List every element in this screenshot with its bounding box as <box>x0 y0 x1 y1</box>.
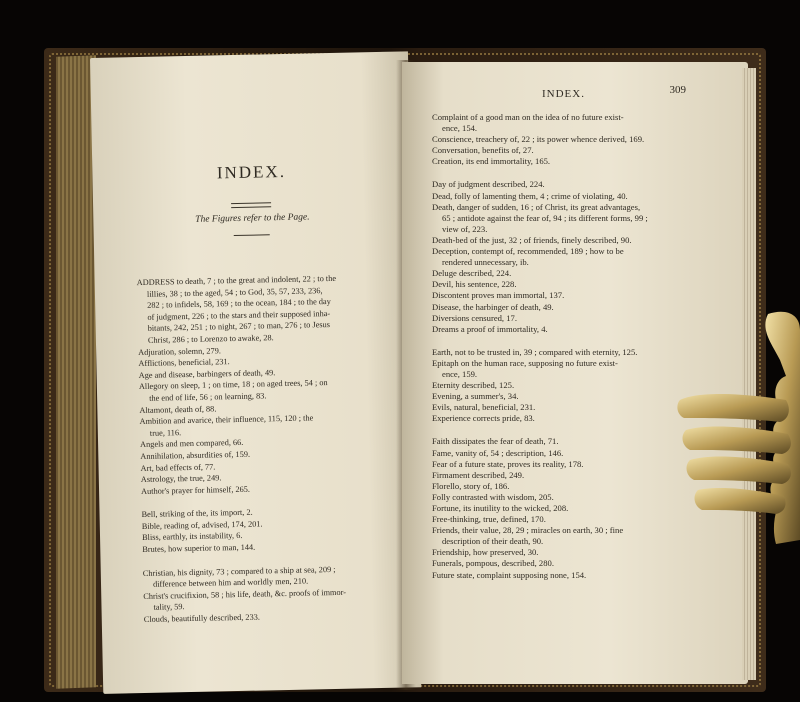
index-entry-line: Brutes, how superior to man, 144. <box>142 542 256 555</box>
left-index-entries <box>137 272 406 626</box>
index-entry-line: Future state, complaint supposing none, 154. <box>432 569 587 580</box>
index-entry-line: Fortune, its inutility to the wicked, 208. <box>432 503 569 513</box>
index-entry-line: difference between him and worldly men, 210. <box>152 576 309 590</box>
index-entry-line: ence, 154. <box>442 123 478 134</box>
index-entry-line: Diversions censured, 17. <box>432 312 517 323</box>
index-entry-line: ence, 159. <box>442 368 478 379</box>
index-entry-line: Dead, folly of lamenting them, 4 ; crime of violating, 40. <box>432 190 628 201</box>
index-entry-line: 65 ; antidote against the fear of, 94 ; its different forms, 99 ; <box>442 212 648 223</box>
index-entry <box>432 202 732 235</box>
index-entry-line: Disease, the harbinger of death, 49. <box>432 301 554 312</box>
index-entry-line: Epitaph on the human race, supposing no future exist- <box>432 357 618 368</box>
index-entry <box>432 235 732 246</box>
index-entry-line: Conversation, benefits of, 27. <box>432 145 534 156</box>
index-entry-line: Bell, striking of the, its import, 2. <box>141 507 253 520</box>
title-rule-bottom <box>231 206 271 208</box>
index-entry-line: Author's prayer for himself, 265. <box>140 484 251 496</box>
index-entry <box>432 179 732 190</box>
section-gap <box>432 167 732 179</box>
index-entry-line: ADDRESS to death, 7 ; to the great and indolent, 22 ; to the <box>136 273 337 288</box>
index-entry-line: Christ's crucifixion, 58 ; his life, death, &c. proofs of immor- <box>143 587 347 601</box>
index-entry-line: Fame, vanity of, 54 ; description, 146. <box>432 447 564 458</box>
index-entry-line: Age and disease, barbingers of death, 49. <box>138 367 276 380</box>
index-entry-line: Deluge described, 224. <box>432 268 512 279</box>
index-entry <box>432 156 732 167</box>
index-entry-line: Evening, a summer's, 34. <box>432 391 519 402</box>
index-entry-line: the end of life, 56 ; on learning, 83. <box>149 391 267 403</box>
index-entry-line: Ambition and avarice, their influence, 115, 120 ; the <box>139 413 314 427</box>
index-entry-line: Funerals, pompous, described, 280. <box>432 558 554 569</box>
index-entry-line: view of, 223. <box>442 223 488 234</box>
running-title: INDEX. <box>542 88 585 100</box>
index-entry-line: bitants, 242, 251 ; to night, 267 ; to man, 276 ; to Jesus <box>147 320 331 334</box>
index-entry-line: Annihilation, absurdities of, 159. <box>140 449 251 461</box>
index-entry-line: Friends, their value, 28, 29 ; miracles on earth, 30 ; fine <box>432 525 624 536</box>
index-entry-line: Deception, contempt of, recommended, 189 ; how to be <box>432 246 624 257</box>
gilt-page-edge <box>56 55 96 688</box>
page-number: 309 <box>669 84 686 96</box>
title-rule-top <box>231 202 271 204</box>
index-entry-line: Conscience, treachery of, 22 ; its power whence derived, 169. <box>432 134 645 145</box>
index-entry <box>432 558 732 569</box>
index-entry <box>432 134 732 145</box>
index-entry <box>432 112 732 134</box>
index-entry <box>432 268 732 279</box>
index-entry <box>432 570 732 581</box>
index-entry-line: Creation, its end immortality, 165. <box>432 156 551 167</box>
index-entry-line: Free-thinking, true, defined, 170. <box>432 514 546 525</box>
index-entry-line: Experience corrects pride, 83. <box>432 413 535 424</box>
index-entry-line: description of their death, 90. <box>442 536 544 547</box>
top-shadow <box>0 0 800 40</box>
index-entry-line: Altamont, death of, 88. <box>139 403 217 415</box>
index-entry <box>137 272 400 347</box>
index-entry-line: Fear of a future state, proves its reality, 178. <box>432 458 584 469</box>
index-entry-line: Discontent proves man immortal, 137. <box>432 290 565 301</box>
index-entry-line: lillies, 38 ; to the aged, 54 ; to God, 35, 57, 233, 236, <box>146 285 323 299</box>
note-rule <box>234 234 270 236</box>
index-entry-line: Eternity described, 125. <box>432 380 515 391</box>
index-entry-line: Dreams a proof of immortality, 4. <box>432 323 548 334</box>
index-entry-line: Art, bad effects of, 77. <box>140 461 216 473</box>
index-entry-line: Death-bed of the just, 32 ; of friends, finely described, 90. <box>432 234 632 245</box>
index-entry <box>432 279 732 290</box>
index-entry-line: Folly contrasted with wisdom, 205. <box>432 491 554 502</box>
index-entry-line: tality, 59. <box>153 602 185 613</box>
index-entry-line: Faith dissipates the fear of death, 71. <box>432 436 559 447</box>
index-entry <box>432 246 732 268</box>
index-entry-line: Florello, story of, 186. <box>432 480 510 491</box>
index-entry-line: Complaint of a good man on the idea of no future exist- <box>432 112 624 122</box>
index-entry <box>432 145 732 156</box>
index-entry-line: true, 116. <box>149 427 182 438</box>
index-entry-line: Clouds, beautifully described, 233. <box>143 612 260 625</box>
index-entry-line: 282 ; to infidels, 58, 169 ; to the ocean, 184 ; to the day <box>147 297 331 311</box>
index-entry-line: Angels and men compared, 66. <box>140 438 244 450</box>
gold-hand-holding-book <box>676 300 800 550</box>
index-entry-line: Bliss, earthly, its instability, 6. <box>141 531 243 543</box>
index-entry-line: of judgment, 226 ; to the stars and their supposed inha- <box>147 308 331 322</box>
index-entry-line: Christ, 286 ; to Lorenzo to awake, 28. <box>147 333 274 345</box>
index-entry-line: Death, danger of sudden, 16 ; of Christ, its great advantages, <box>432 201 641 212</box>
index-entry-line: Devil, his sentence, 228. <box>432 279 517 290</box>
index-title: INDEX. <box>216 161 287 183</box>
index-entry-line: Christian, his dignity, 73 ; compared to a ship at sea, 209 ; <box>142 564 336 578</box>
index-entry-line: Friendship, how preserved, 30. <box>432 547 539 558</box>
index-entry-line: Day of judgment described, 224. <box>432 179 545 190</box>
index-entry-line: Afflictions, beneficial, 231. <box>138 357 230 369</box>
index-entry-line: Adjuration, solemn, 279. <box>138 345 221 357</box>
open-book <box>40 40 768 692</box>
index-entry-line: Astrology, the true, 249. <box>140 473 222 485</box>
left-page <box>90 51 421 694</box>
index-entry-line: Allegory on sleep, 1 ; on time, 18 ; on aged trees, 54 ; on <box>138 378 328 392</box>
index-entry <box>432 191 732 202</box>
index-entry-line: Earth, not to be trusted in, 39 ; compared with eternity, 125. <box>432 346 638 357</box>
index-entry-line: Bible, reading of, advised, 174, 201. <box>141 519 263 531</box>
index-entry-line: rendered unnecessary, ib. <box>442 257 529 268</box>
index-entry-line: Evils, natural, beneficial, 231. <box>432 402 536 413</box>
index-entry-line: Firmament described, 249. <box>432 469 525 480</box>
figures-note: The Figures refer to the Page. <box>195 212 310 225</box>
